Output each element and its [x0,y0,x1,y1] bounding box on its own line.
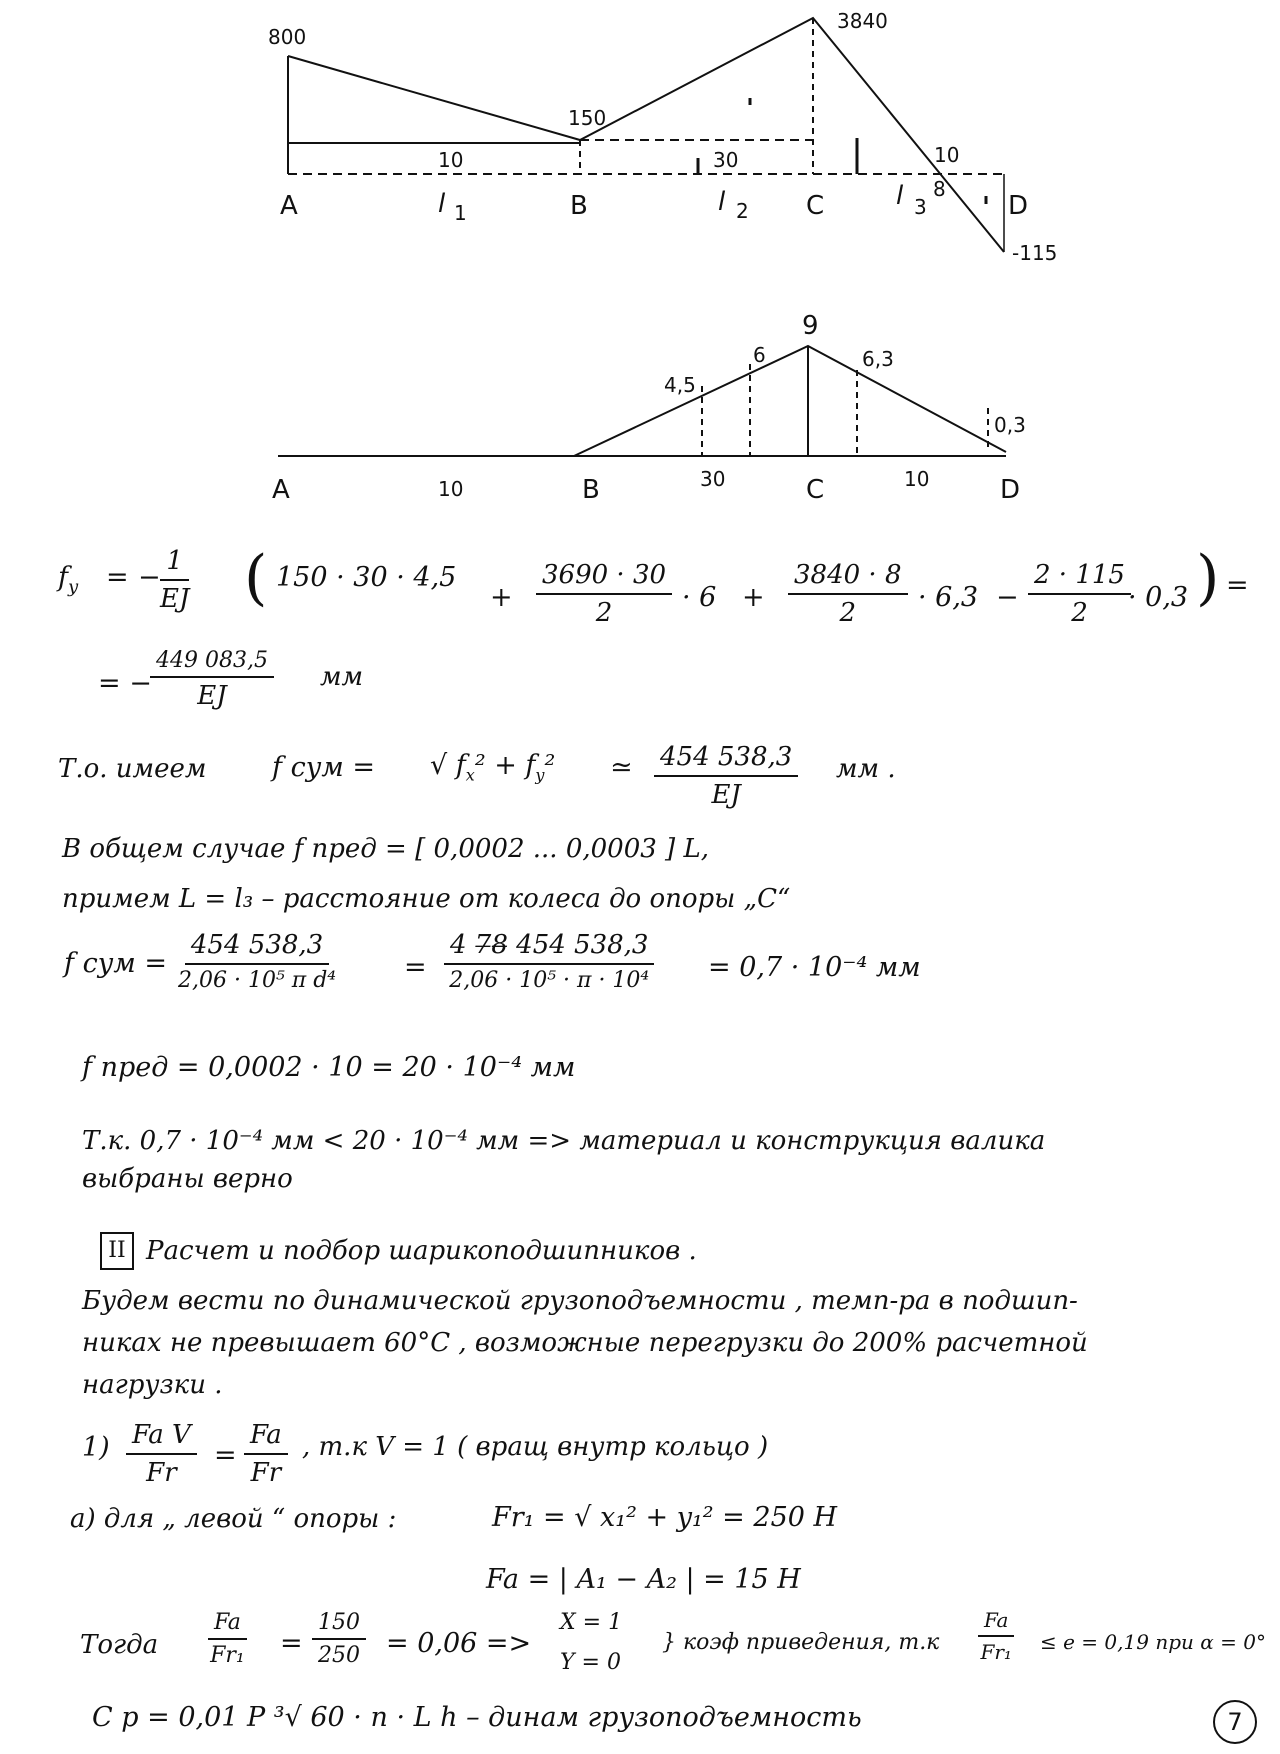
para-line-2: никах не превышает 60°C , возможные перегрузки до 200% расчетной [82,1328,1088,1358]
d2-point-b: B [582,475,600,505]
page-number: 7 [1213,1700,1257,1744]
fy-term4: $\frac{2 \cdot 115}{2}$ [1028,560,1131,628]
d1-point-c: C [806,191,825,221]
fy-lhs: $f_y$ [58,562,79,598]
fsum2-result: = 0,7 · 10⁻⁴ мм [708,952,921,983]
fy-term1: 150 · 30 · 4,5 [276,562,457,593]
item1-note: , т.к V = 1 ( вращ внутр кольцо ) [302,1432,769,1462]
d2-value-6-3: 6,3 [862,347,894,371]
d1-span-l2-sub: 2 [736,199,749,223]
fsum2-lhs: f сум = [64,948,167,979]
d1-point-b: B [570,191,588,221]
d1-seg-cd: 10 [934,143,960,167]
item-a-fa: Fa = | A₁ − A₂ | = 15 H [486,1564,801,1595]
d2-value-6: 6 [753,343,766,367]
conclusion-line-2: выбраны верно [82,1164,293,1194]
tog-fraction-values: $\frac{150}{250}$ [312,1610,366,1668]
bending-moment-diagram [288,18,1004,252]
fy-term3: $\frac{3840 \cdot 8}{2}$ [788,560,908,628]
item1-number: 1) [82,1432,110,1463]
fy-plus2: + [742,582,765,613]
d2-point-d: D [1000,475,1021,505]
fsum2-eq: = [404,952,427,983]
fy-term2-mult: · 6 [682,582,717,613]
d1-seg-bc: 30 [713,148,739,172]
fy-coef: $\frac{1}{EJ}$ [160,546,190,614]
fy-plus1: + [490,582,513,613]
fy-minus2: − [996,582,1019,613]
d1-span-l1-sub: 1 [454,201,467,225]
d2-value-0-3: 0,3 [994,413,1026,437]
tog-eq1: = [280,1628,303,1659]
d1-span-l1: l [438,189,446,219]
d2-seg-ab: 10 [438,477,464,501]
item1-fraction-1: $\frac{\text{Fa V}}{Fr}$ [126,1420,197,1488]
fy-eq: = [106,562,129,593]
para-line-1: Будем вести по динамической грузоподъемности , темп-ра в подшип- [82,1286,1078,1316]
tog-rest: = 0,06 => [386,1628,532,1659]
fy-result: 449 083,5 EJ [150,648,274,711]
fy-open-paren: ( [244,543,268,613]
d1-point-a: A [280,191,298,221]
d2-moment-line [574,346,1006,456]
d1-value-b: 150 [568,106,607,130]
tog-fraction-compare: $\frac{Fa}{\text{Fr₁}}$ [978,1608,1014,1664]
fy-eq2: = [1226,570,1249,601]
tog-word: Тогда [80,1630,159,1660]
d2-seg-bc: 30 [700,467,726,491]
d1-value-a: 800 [268,25,307,49]
item-a-label: а) для „ левой “ опоры : [70,1504,397,1534]
d1-seg-cd-small: 8 [933,177,946,201]
d1-value-d: -115 [1012,241,1058,265]
fy-term3-mult: · 6,3 [918,582,979,613]
section-title: Расчет и подбор шарикоподшипников . [146,1236,697,1266]
d1-span-l3: l [896,181,904,211]
d2-value-9: 9 [802,311,819,341]
cp-line: C p = 0,01 P ³√ 60 · n · L h – динам грузоподъемность [92,1702,862,1733]
d2-value-4-5: 4,5 [664,373,696,397]
d2-point-c: C [806,475,825,505]
item1-fraction-2: $\frac{Fa}{Fr}$ [244,1420,288,1488]
unit-load-diagram [278,346,1006,456]
d1-value-c: 3840 [837,9,888,33]
d2-seg-cd: 10 [904,467,930,491]
fy-unit: мм [320,662,364,692]
tog-x: X = 1 [560,1610,623,1635]
fsum-lhs: f сум = [272,752,375,783]
fsum-fraction: $\frac{454 538,3}{EJ}$ [654,742,798,810]
d1-seg-ab: 10 [438,148,464,172]
fy-term2: $\frac{3690 \cdot 30}{2}$ [536,560,672,628]
tog-fraction-fa-fr: $\frac{Fa}{\text{Fr₁}}$ [208,1610,247,1668]
fy-minus: − [138,562,161,593]
moment-diagrams [0,0,1280,520]
fpred-line: f пред = 0,0002 · 10 = 20 · 10⁻⁴ мм [82,1052,576,1083]
text-take-length: примем L = l₃ – расстояние от колеса до опоры „C“ [62,884,791,914]
fy-term4-mult: · 0,3 [1128,582,1189,613]
fy-result-eq: = − [98,668,152,699]
item1-eq: = [214,1440,237,1471]
fsum-root: √ $f_x^2 + f_y^2$ [430,750,556,785]
fsum-approx: ≃ [610,752,633,783]
text-general-case: В общем случае f пред = [ 0,0002 ... 0,0003 ] L, [62,834,709,864]
item-a-fr: Fr₁ = √ x₁² + y₁² = 250 H [492,1502,838,1533]
fsum-unit: мм . [836,754,896,784]
d1-moment-line [288,18,1004,252]
d1-span-l3-sub: 3 [914,195,927,219]
tog-y: Y = 0 [560,1650,621,1675]
tog-compare-rest: ≤ e = 0,19 при α = 0° [1040,1630,1266,1654]
fsum2-fraction-2: 4 7̶8̶ 454 538,3 2,06 · 10⁵ · π · 10⁴ [444,930,654,993]
section-number: II [100,1232,134,1270]
conclusion-line-1: Т.к. 0,7 · 10⁻⁴ мм < 20 · 10⁻⁴ мм => материал и конструкция валика [82,1126,1046,1156]
d1-point-d: D [1008,191,1029,221]
d2-point-a: A [272,475,290,505]
fy-close-paren: ) [1196,543,1220,613]
d1-span-l2: l [718,187,726,217]
fsum2-fraction-1: 454 538,3 2,06 · 10⁵ π d⁴ [178,930,337,993]
fsum-prefix: Т.о. имеем [58,754,207,784]
tog-note: } коэф приведения, т.к [662,1630,940,1655]
para-line-3: нагрузки . [82,1370,223,1400]
